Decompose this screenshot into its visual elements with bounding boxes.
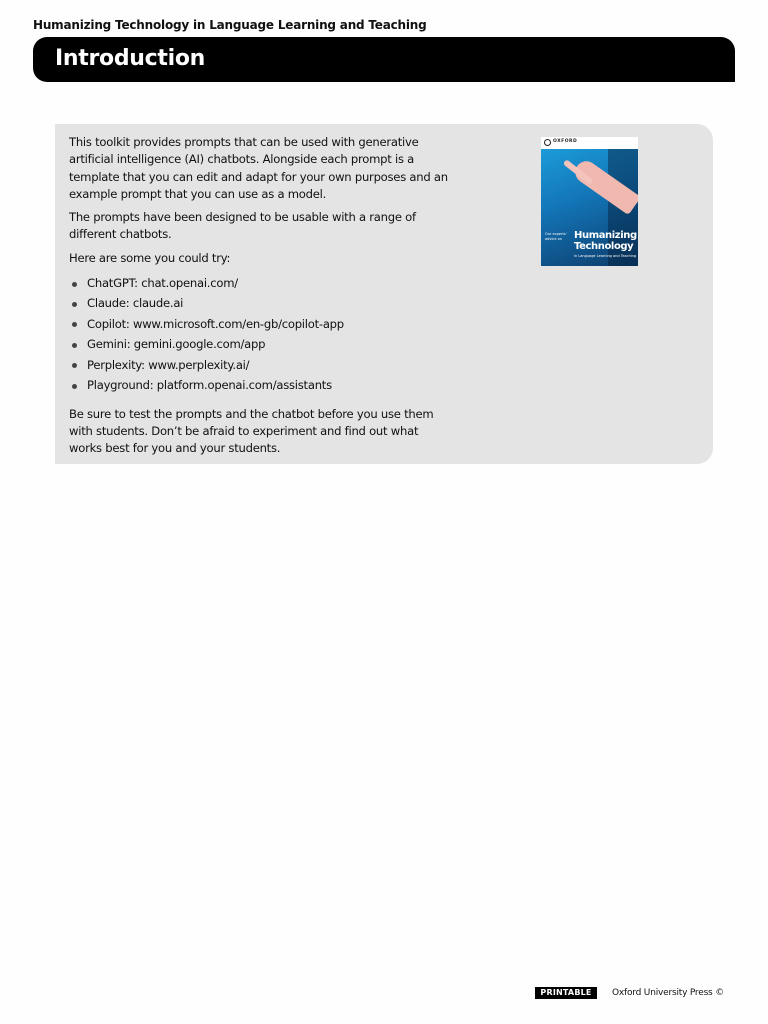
intro-panel [55,124,713,464]
cover-subtitle: in Language Learning and Teaching [574,254,637,258]
oxford-logo-icon [544,139,551,146]
cover-title-line-2: Technology [574,240,634,252]
list-item-perplexity: Perplexity: www.perplexity.ai/ [69,355,454,375]
closing-paragraph: Be sure to test the prompts and the chatbot before you use them with students. Don’t be afraid to experiment and find out what works best for you and your students. [69,406,434,456]
intro-paragraph-2: The prompts have been designed to be usable with a range of different chatbots. [69,210,416,242]
list-item-gemini: Gemini: gemini.google.com/app [69,334,454,354]
book-cover-image [541,137,638,266]
cover-tagline: Our experts' advice on [545,232,567,241]
intro-content [69,134,454,463]
document-header-title: Humanizing Technology in Language Learning and Teaching [33,18,427,32]
cover-publisher: OXFORD [553,139,578,144]
section-title: Introduction [55,46,206,71]
cover-title-line-1: Humanizing [574,230,637,241]
cover-title [574,231,637,252]
intro-paragraph-1: This toolkit provides prompts that can be used with generative artificial intelligence (AI) chatbots. Alongside each prompt is a template that you can edit and adapt for your own purposes and an example prompt that you can use as a model. [69,135,448,201]
list-item-chatgpt: ChatGPT: chat.openai.com/ [69,273,454,293]
chatbot-list [69,273,454,395]
list-item-claude: Claude: claude.ai [69,293,454,313]
list-item-playground: Playground: platform.openai.com/assistants [69,375,454,395]
list-item-copilot: Copilot: www.microsoft.com/en-gb/copilot-app [69,314,454,334]
intro-paragraph-3: Here are some you could try: [69,250,231,265]
section-banner [33,37,735,82]
footer-copyright: Oxford University Press © [612,988,725,998]
printable-badge: PRINTABLE [535,987,597,999]
